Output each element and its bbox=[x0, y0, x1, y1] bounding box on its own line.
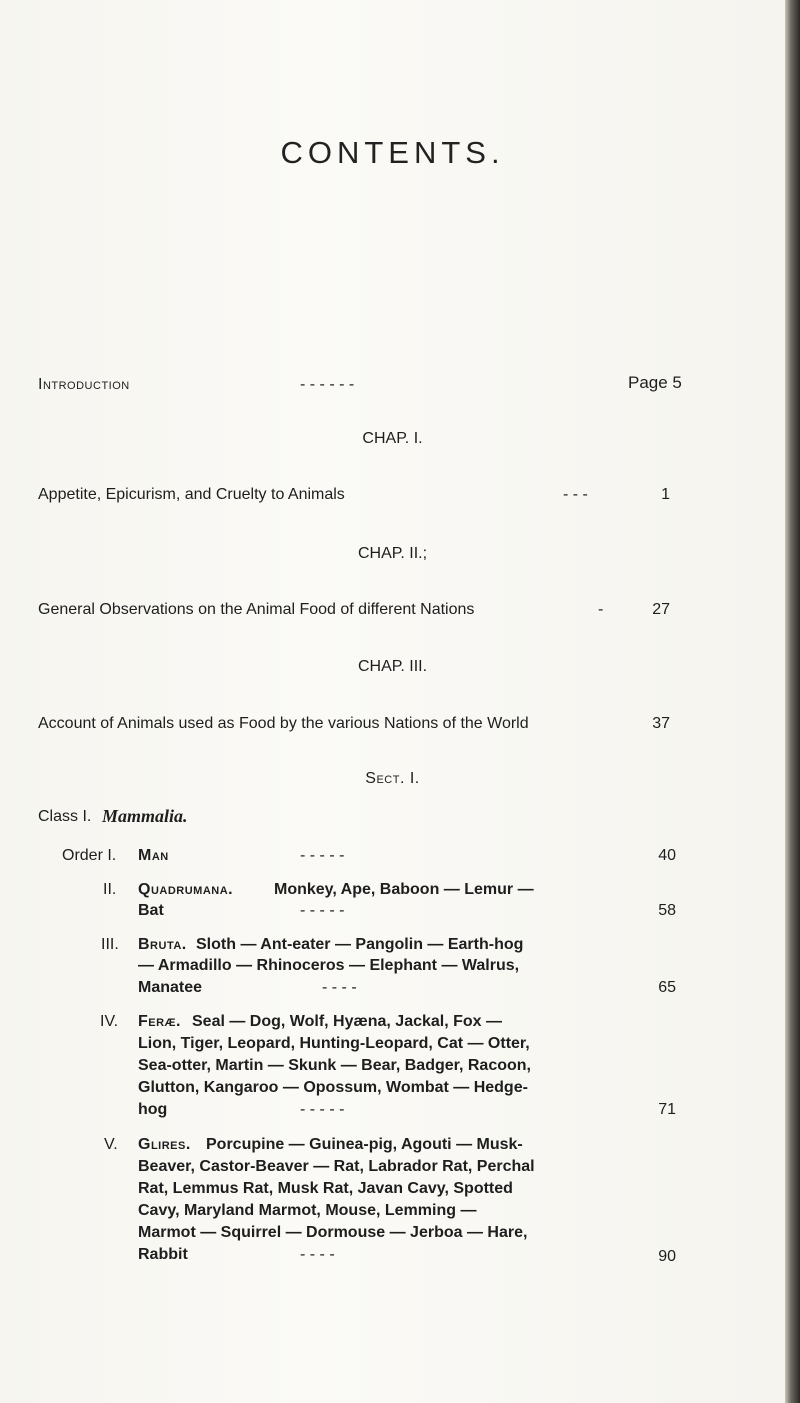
section-heading: Sect. I. bbox=[365, 770, 420, 787]
order-1-page: 40 bbox=[658, 847, 676, 864]
chapter-2-dashes: - bbox=[598, 601, 604, 618]
class-name: Mammalia. bbox=[102, 806, 188, 826]
page-edge bbox=[785, 0, 800, 1403]
order-1-dashes: - - - - - bbox=[300, 847, 345, 864]
order-4-line4: Glutton, Kangaroo — Opossum, Wombat — Hedge- bbox=[138, 1079, 528, 1096]
order-5-line3: Rat, Lemmus Rat, Musk Rat, Javan Cavy, Spotted bbox=[138, 1180, 513, 1197]
order-2-dashes: - - - - - bbox=[300, 902, 345, 919]
order-5-name: Glires. bbox=[138, 1136, 191, 1153]
introduction-page: Page 5 bbox=[628, 373, 682, 392]
order-4-text: Seal — Dog, Wolf, Hyæna, Jackal, Fox — bbox=[192, 1013, 503, 1030]
order-4-name: Feræ. bbox=[138, 1013, 181, 1030]
order-3-line2: — Armadillo — Rhinoceros — Elephant — Walrus, bbox=[138, 957, 520, 974]
order-1-name: Man bbox=[138, 847, 169, 864]
order-5-dashes: - - - - bbox=[300, 1246, 335, 1263]
order-3-page: 65 bbox=[658, 979, 676, 996]
order-4-line2: Lion, Tiger, Leopard, Hunting-Leopard, Cat — Otter, bbox=[138, 1035, 530, 1052]
order-5-number: V. bbox=[104, 1136, 118, 1153]
introduction-dashes: - - - - - - bbox=[300, 376, 355, 393]
order-2-number: II. bbox=[103, 881, 117, 898]
order-3-name: Bruta. bbox=[138, 936, 187, 953]
order-4-last: hog bbox=[138, 1101, 168, 1118]
order-5-line5: Marmot — Squirrel — Dormouse — Jerboa — Hare, bbox=[138, 1224, 528, 1241]
order-2-text: Monkey, Ape, Baboon — Lemur — bbox=[274, 881, 534, 898]
order-4-dashes: - - - - - bbox=[300, 1101, 345, 1118]
order-1-number: Order I. bbox=[62, 847, 117, 864]
chapter-1-page: 1 bbox=[661, 486, 670, 503]
order-2-last: Bat bbox=[138, 902, 164, 919]
order-5-text: Porcupine — Guinea-pig, Agouti — Musk- bbox=[206, 1136, 523, 1153]
order-5-line2: Beaver, Castor-Beaver — Rat, Labrador Rat, Perchal bbox=[138, 1158, 535, 1175]
order-3-number: III. bbox=[101, 936, 119, 953]
page-title: CONTENTS. bbox=[280, 135, 505, 170]
chapter-1-heading: CHAP. I. bbox=[362, 430, 423, 447]
order-3-last: Manatee bbox=[138, 979, 203, 996]
order-5-last: Rabbit bbox=[138, 1246, 188, 1263]
chapter-2-heading: CHAP. II.; bbox=[357, 545, 428, 562]
order-4-line3: Sea-otter, Martin — Skunk — Bear, Badger, Racoon, bbox=[138, 1057, 531, 1074]
chapter-2-title: General Observations on the Animal Food of different Nations bbox=[38, 601, 475, 618]
class-prefix: Class I. bbox=[38, 808, 92, 825]
chapter-1-dashes: - - - bbox=[563, 486, 588, 503]
chapter-3-heading: CHAP. III. bbox=[357, 658, 428, 675]
order-4-page: 71 bbox=[658, 1101, 676, 1118]
chapter-1-title: Appetite, Epicurism, and Cruelty to Animals bbox=[38, 486, 345, 503]
introduction-label: Introduction bbox=[38, 376, 130, 393]
chapter-2-page: 27 bbox=[652, 601, 670, 618]
order-4-number: IV. bbox=[100, 1013, 119, 1030]
order-5-page: 90 bbox=[658, 1248, 676, 1265]
order-2-page: 58 bbox=[658, 902, 676, 919]
order-2-name: Quadrumana. bbox=[138, 881, 234, 898]
chapter-3-title: Account of Animals used as Food by the various Nations of the World bbox=[38, 715, 529, 732]
order-5-line4: Cavy, Maryland Marmot, Mouse, Lemming — bbox=[138, 1202, 477, 1219]
order-3-dashes: - - - - bbox=[322, 979, 357, 996]
chapter-3-page: 37 bbox=[652, 715, 670, 732]
order-3-text: Sloth — Ant-eater — Pangolin — Earth-hog bbox=[196, 936, 524, 953]
